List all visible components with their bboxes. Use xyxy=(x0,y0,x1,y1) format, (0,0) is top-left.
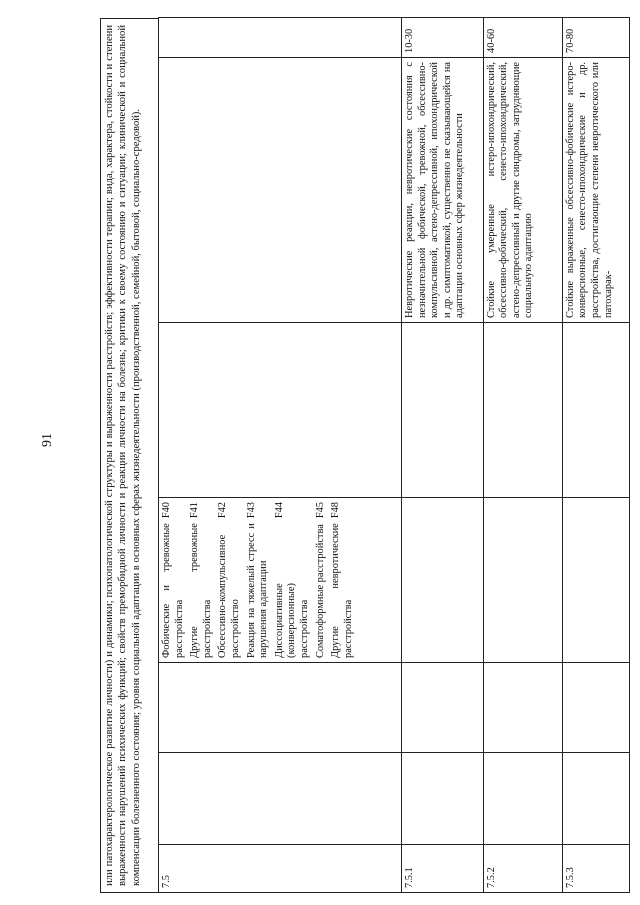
rotated-content xyxy=(100,18,630,893)
empty-cell xyxy=(401,753,483,845)
empty-cell xyxy=(483,753,562,845)
diagnosis-item: Другие невротические расстройства F48 xyxy=(330,502,354,658)
table-row xyxy=(483,18,562,893)
row-description: Стойкие выраженные обсессивно-фобические истеро-конверсионные, сенесто-ипохондрические и др. расстройства, достигающие степени невротического или патохарак- xyxy=(562,58,629,323)
section-code: 7.5 xyxy=(159,845,402,893)
diagnosis-item: Фобические и тревожные расстройства F40 xyxy=(161,502,185,658)
criteria-table xyxy=(158,17,630,893)
diagnosis-item: Реакция на тяжелый стресс и нарушения адаптации F43 xyxy=(245,502,270,658)
empty-cell xyxy=(562,753,629,845)
empty-cell xyxy=(401,663,483,753)
row-code: 7.5.3 xyxy=(562,845,629,893)
empty-cell xyxy=(401,323,483,498)
empty-cell xyxy=(159,58,402,323)
row-code: 7.5.2 xyxy=(483,845,562,893)
empty-cell xyxy=(483,663,562,753)
empty-cell xyxy=(159,323,402,498)
empty-cell xyxy=(159,753,402,845)
empty-cell xyxy=(159,18,402,58)
diagnosis-item: Диссоциативные (конверсионные) расстройства F44 xyxy=(273,502,310,658)
diagnosis-item: Соматоформные расстройства F45 xyxy=(314,502,326,658)
intro-paragraph: или патохарактерологическое развитие личности) и динамики; психопатологической структуры и выраженности расстройств; эффективности терапии; вида, характера, стойкости и степени выраженности нарушений психических функций; свойств преморбидной личности и реакции личности на болезнь; критики к своему состоянию и ситуации; клинической и социальной компенсации болезненного состояния; уровня социальной адаптации в основных сферах жизнедеятельности (производственной, семейной, бытовой, социально-средовой). xyxy=(100,18,158,893)
table-row xyxy=(159,18,402,893)
row-description: Невротические реакции, невротические состояния с незначительной фобической, тревожной, обсессивно-компульсивной, астено-депрессивной, ипохондрической и др. симптоматикой, существенно не сказывающейся на адаптации основных сфер жизнедеятельности xyxy=(401,58,483,323)
page-number: 91 xyxy=(40,433,55,447)
diagnosis-item: Обсессивно-компульсивное расстройство F42 xyxy=(217,502,241,658)
empty-cell xyxy=(562,663,629,753)
empty-cell xyxy=(159,663,402,753)
row-description: Стойкие умеренные истеро-ипохондрический, обсессивно-фобический, сенесто-ипохондрический, астено-депрессивный и другие синдромы, затрудняющие социальную адаптацию xyxy=(483,58,562,323)
row-code: 7.5.1 xyxy=(401,845,483,893)
diagnosis-item: Другие тревожные расстройства F41 xyxy=(189,502,213,658)
empty-cell xyxy=(483,323,562,498)
empty-cell xyxy=(562,323,629,498)
table-row xyxy=(401,18,483,893)
document-sheet xyxy=(100,18,630,893)
row-score: 70-80 xyxy=(562,18,629,58)
empty-cell xyxy=(483,498,562,663)
empty-cell xyxy=(401,498,483,663)
diagnosis-list-cell xyxy=(159,498,402,663)
row-score: 40-60 xyxy=(483,18,562,58)
row-score: 10-30 xyxy=(401,18,483,58)
table-row xyxy=(562,18,629,893)
empty-cell xyxy=(562,498,629,663)
